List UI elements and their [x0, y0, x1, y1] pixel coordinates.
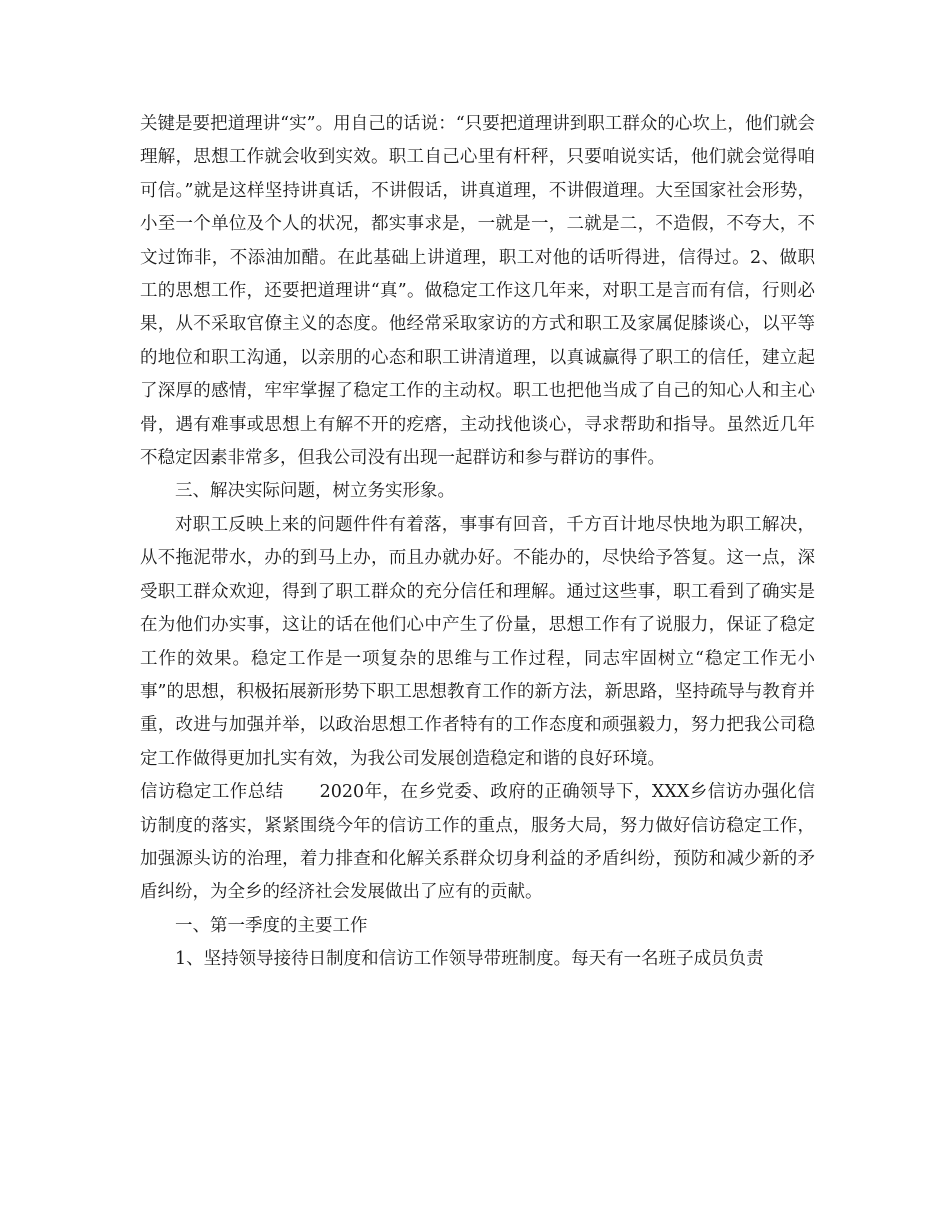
paragraph-3: 对职工反映上来的问题件件有着落，事事有回音，千方百计地尽快地为职工解决，从不拖泥带水，办的到马上办，而且办就办好。不能办的，尽快给予答复。这一点，深受职工群众欢迎，得到了职工群众的充分信任和理解。通过这些事，职工看到了确实是在为他们办实事，这让的话在他们心中产生了份量，思想工作有了说服力，保证了稳定工作的效果。稳定工作是一项复杂的思维与工作过程，同志牢固树立“稳定工作无小事”的思想，积极拓展新形势下职工思想教育工作的新方法，新思路，坚持疏导与教育并重，改进与加强并举，以政治思想工作者特有的工作态度和顽强毅力，努力把我公司稳定工作做得更加扎实有效，为我公司发展创造稳定和谐的良好环境。: [140, 514, 815, 769]
paragraph-1: 关键是要把道理讲“实”。用自己的话说：“只要把道理讲到职工群众的心坎上，他们就会理解，思想工作就会收到实效。职工自己心里有杆秤，只要咱说实话，他们就会觉得咱可信。”就是这样坚持讲真话，不讲假话，讲真道理，不讲假道理。大至国家社会形势，小至一个单位及个人的状况，都实事求是，一就是一，二就是二，不造假，不夸大，不文过饰非，不添油加醋。在此基础上讲道理，职工对他的话听得进，信得过。2、做职工的思想工作，还要把道理讲“真”。做稳定工作这几年来，对职工是言而有信，行则必果，从不采取官僚主义的态度。他经常采取家访的方式和职工及家属促膝谈心，以平等的地位和职工沟通，以亲朋的心态和职工讲清道理，以真诚赢得了职工的信任，建立起了深厚的感情，牢牢掌握了稳定工作的主动权。职工也把他当成了自己的知心人和主心骨，遇有难事或思想上有解不开的疙瘩，主动找他谈心，寻求帮助和指导。虽然近几年不稳定因素非常多，但我公司没有出现一起群访和参与群访的事件。: [140, 114, 815, 469]
paragraph-summary-intro: 信访稳定工作总结 2020年，在乡党委、政府的正确领导下，XXX乡信访办强化信访制度的落实，紧紧围绕今年的信访工作的重点，服务大局，努力做好信访稳定工作，加强源头访的治理，着力排查和化解关系群众切身利益的矛盾纠纷，预防和减少新的矛盾纠纷，为全乡的经济社会发展做出了应有的贡献。: [140, 782, 815, 903]
section-heading-3: 三、解决实际问题，树立务实形象。: [175, 481, 455, 502]
paragraph-item-1: 1、坚持领导接待日制度和信访工作领导带班制度。每天有一名班子成员负责: [175, 949, 764, 970]
document-body: [140, 108, 815, 977]
section-heading-1: 一、第一季度的主要工作: [175, 915, 368, 936]
